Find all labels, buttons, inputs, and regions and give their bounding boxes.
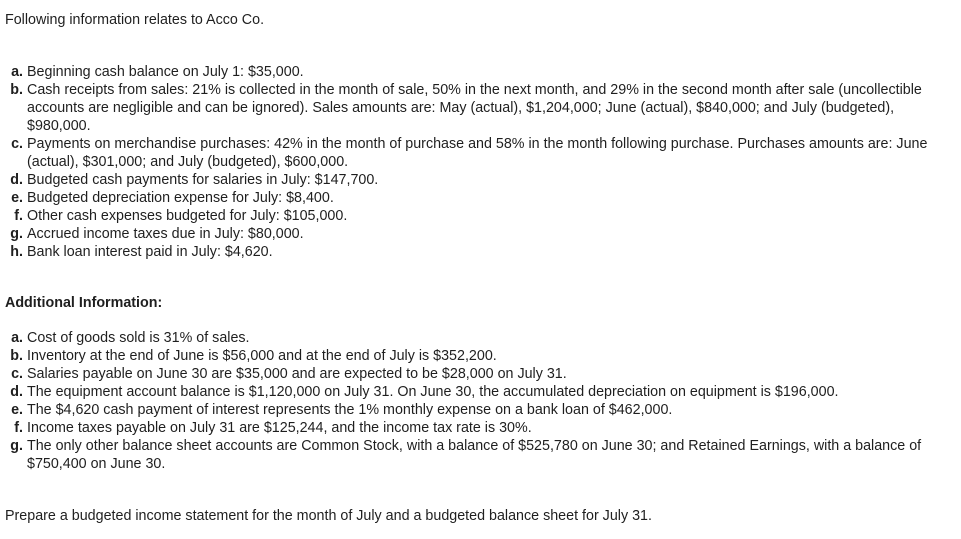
- list-item: [4, 225, 944, 243]
- item-label: a.: [11, 64, 23, 80]
- list-item: [4, 401, 944, 419]
- item-label: g.: [10, 438, 23, 454]
- additional-information-list: [4, 329, 944, 473]
- item-text: Budgeted cash payments for salaries in July: $147,700.: [27, 172, 379, 188]
- list-item: [4, 383, 944, 401]
- item-label: e.: [11, 402, 23, 418]
- item-text: Accrued income taxes due in July: $80,000.: [27, 226, 304, 242]
- item-text: Beginning cash balance on July 1: $35,000.: [27, 64, 304, 80]
- item-label: c.: [11, 136, 23, 152]
- list-item: [4, 171, 944, 189]
- item-text: Bank loan interest paid in July: $4,620.: [27, 244, 273, 260]
- list-item: [4, 365, 944, 383]
- list-item: [4, 347, 944, 365]
- list-item: [4, 437, 944, 473]
- item-text: Cost of goods sold is 31% of sales.: [27, 330, 250, 346]
- list-item: [4, 329, 944, 347]
- additional-information-heading: Additional Information:: [5, 295, 163, 311]
- item-label: f.: [14, 208, 23, 224]
- item-text: The equipment account balance is $1,120,000 on July 31. On June 30, the accumulated depreciation on equipment is $196,000.: [27, 384, 839, 400]
- item-label: d.: [10, 384, 23, 400]
- instruction-text: Prepare a budgeted income statement for the month of July and a budgeted balance sheet for July 31.: [5, 508, 652, 524]
- list-item: [4, 207, 944, 225]
- list-item: [4, 81, 944, 135]
- list-item: [4, 419, 944, 437]
- list-item: [4, 243, 944, 261]
- item-text: Income taxes payable on July 31 are $125,244, and the income tax rate is 30%.: [27, 420, 532, 436]
- item-label: c.: [11, 366, 23, 382]
- item-text: Cash receipts from sales: 21% is collected in the month of sale, 50% in the next month, and 29% in the second month after sale (uncollectible accounts are negligible and can be ignored). Sales amounts are: May (actual), $1,204,000; June (actual), $840,000; and July (budgeted), $980,000.: [27, 82, 922, 134]
- item-text: Budgeted depreciation expense for July: $8,400.: [27, 190, 334, 206]
- information-list: [4, 63, 944, 261]
- list-item: [4, 135, 944, 171]
- item-label: e.: [11, 190, 23, 206]
- item-text: Other cash expenses budgeted for July: $105,000.: [27, 208, 348, 224]
- item-label: d.: [10, 172, 23, 188]
- item-text: Inventory at the end of June is $56,000 and at the end of July is $352,200.: [27, 348, 497, 364]
- item-text: The only other balance sheet accounts are Common Stock, with a balance of $525,780 on June 30; and Retained Earnings, with a balance of $750,400 on June 30.: [27, 438, 922, 472]
- list-item: [4, 189, 944, 207]
- intro-text: Following information relates to Acco Co.: [5, 12, 265, 28]
- item-label: a.: [11, 330, 23, 346]
- item-text: Payments on merchandise purchases: 42% in the month of purchase and 58% in the month following purchase. Purchases amounts are: June (actual), $301,000; and July (budgeted), $600,000.: [27, 136, 928, 170]
- item-label: h.: [10, 244, 23, 260]
- item-text: Salaries payable on June 30 are $35,000 and are expected to be $28,000 on July 31.: [27, 366, 567, 382]
- item-text: The $4,620 cash payment of interest represents the 1% monthly expense on a bank loan of $462,000.: [27, 402, 673, 418]
- item-label: b.: [10, 348, 23, 364]
- item-label: b.: [10, 82, 23, 98]
- list-item: [4, 63, 944, 81]
- item-label: g.: [10, 226, 23, 242]
- item-label: f.: [14, 420, 23, 436]
